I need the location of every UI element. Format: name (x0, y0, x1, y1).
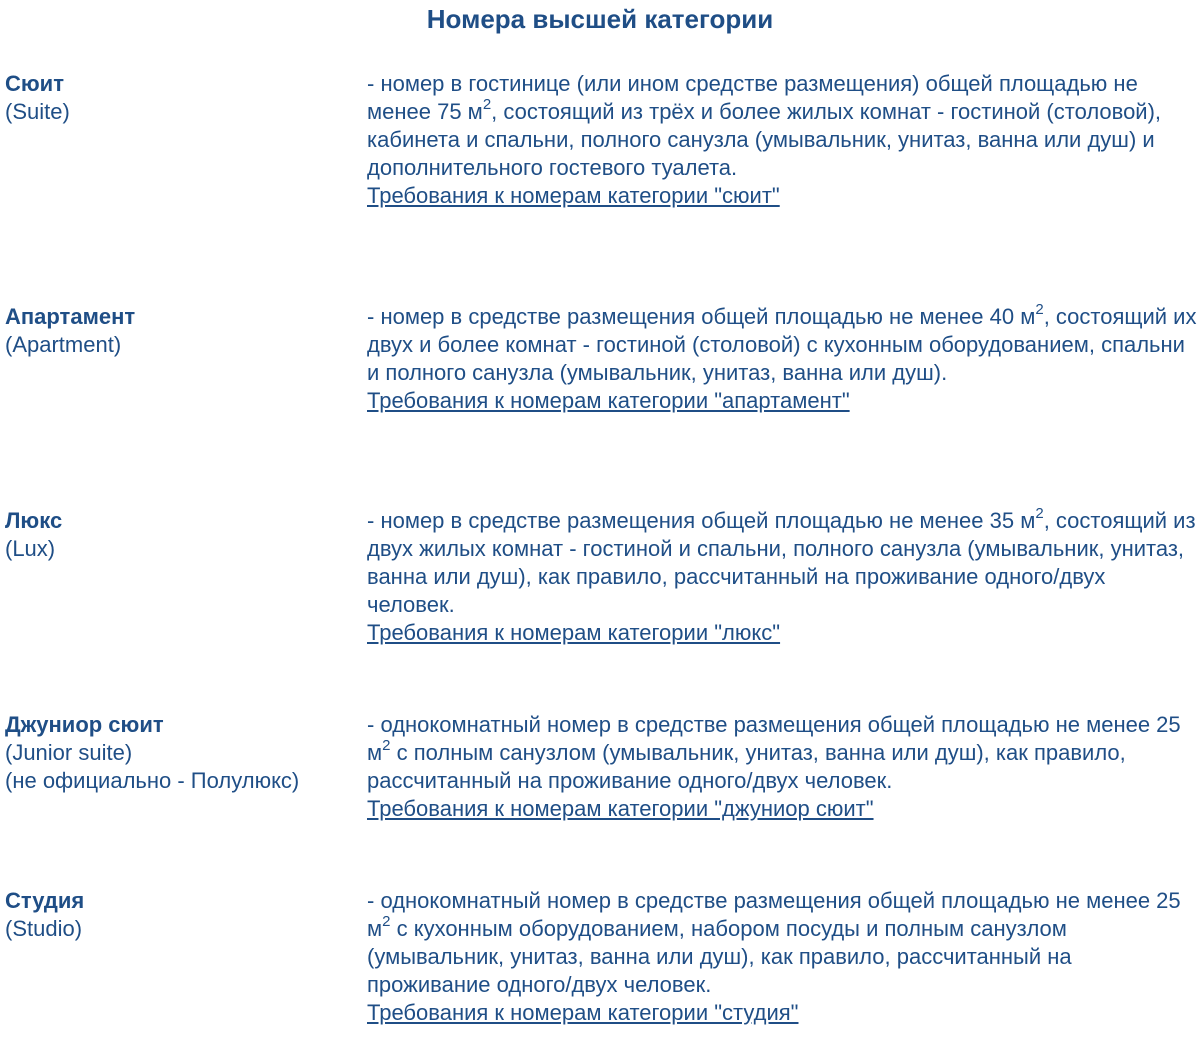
category-label-block (5, 70, 360, 126)
superscript-unit: 2 (382, 736, 391, 754)
category-alias-unofficial: (не официально - Полулюкс) (5, 768, 300, 793)
category-name: Люкс (5, 508, 63, 533)
category-alias: (Suite) (5, 99, 70, 124)
category-label-block (5, 887, 360, 943)
category-name: Сюит (5, 71, 64, 96)
description-text: - номер в средстве размещения общей площадью не менее 40 м (367, 304, 1036, 329)
category-description-block (367, 711, 1197, 823)
category-description (367, 711, 1197, 795)
superscript-unit: 2 (1035, 300, 1044, 318)
category-description-block (367, 300, 1197, 415)
requirements-link-suite[interactable]: Требования к номерам категории "сюит" (367, 183, 780, 208)
category-alias: (Apartment) (5, 332, 122, 357)
category-description (367, 300, 1197, 387)
description-text: - номер в гостинице (или ином средстве размещения) общей площадью не менее 75 м (367, 71, 1138, 124)
category-description (367, 887, 1197, 999)
description-text: - номер в средстве размещения общей площадью не менее 35 м (367, 508, 1036, 533)
description-text-cont: , состоящий их двух и более комнат - гостиной (столовой) с кухонным оборудованием, спальни и полного санузла (умывальник, унитаз, ванна или душ). (367, 304, 1197, 385)
description-text-cont: , состоящий из трёх и более жилых комнат - гостиной (столовой), кабинета и спальни, полного санузла (умывальник, унитаз, ванна или душ) и дополнительного гостевого туалета. (367, 99, 1162, 180)
category-name: Джуниор сюит (5, 712, 164, 737)
superscript-unit: 2 (482, 95, 492, 113)
requirements-link-junior-suite[interactable]: Требования к номерам категории "джуниор сюит" (367, 796, 874, 821)
description-text: - однокомнатный номер в средстве размещения общей площадью не менее 25 м (367, 888, 1181, 941)
description-text-cont: , состоящий из двух жилых комнат - гостиной и спальни, полного санузла (умывальник, унитаз, ванна или душ), как правило, рассчитанный на проживание одного/двух человек. (367, 508, 1196, 617)
category-label-block (5, 303, 360, 359)
description-text-cont: с кухонным оборудованием, набором посуды и полным санузлом (умывальник, унитаз, ванна или душ), как правило, рассчитанный на проживание одного/двух человек. (367, 916, 1072, 997)
superscript-unit: 2 (1035, 504, 1044, 522)
category-alias: (Lux) (5, 536, 56, 561)
description-text-cont: с полным санузлом (умывальник, унитаз, ванна или душ), как правило, рассчитанный на проживание одного/двух человек. (367, 740, 1126, 793)
category-name: Студия (5, 888, 85, 913)
requirements-link-studio[interactable]: Требования к номерам категории "студия" (367, 1000, 799, 1025)
category-name: Апартамент (5, 304, 136, 329)
superscript-unit: 2 (382, 912, 391, 930)
page-title: Номера высшей категории (426, 4, 774, 34)
description-text: - однокомнатный номер в средстве размещения общей площадью не менее 25 м (367, 712, 1181, 765)
category-description-block (367, 504, 1197, 647)
requirements-link-lux[interactable]: Требования к номерам категории "люкс" (367, 620, 781, 645)
category-label-block (5, 711, 360, 795)
category-description-block (367, 887, 1197, 1027)
category-label-block (5, 507, 360, 563)
category-alias: (Junior suite) (5, 740, 133, 765)
requirements-link-apartment[interactable]: Требования к номерам категории "апартамент" (367, 388, 850, 413)
category-description-block (367, 70, 1197, 210)
category-alias: (Studio) (5, 916, 83, 941)
category-description (367, 504, 1197, 619)
category-description (367, 70, 1197, 182)
